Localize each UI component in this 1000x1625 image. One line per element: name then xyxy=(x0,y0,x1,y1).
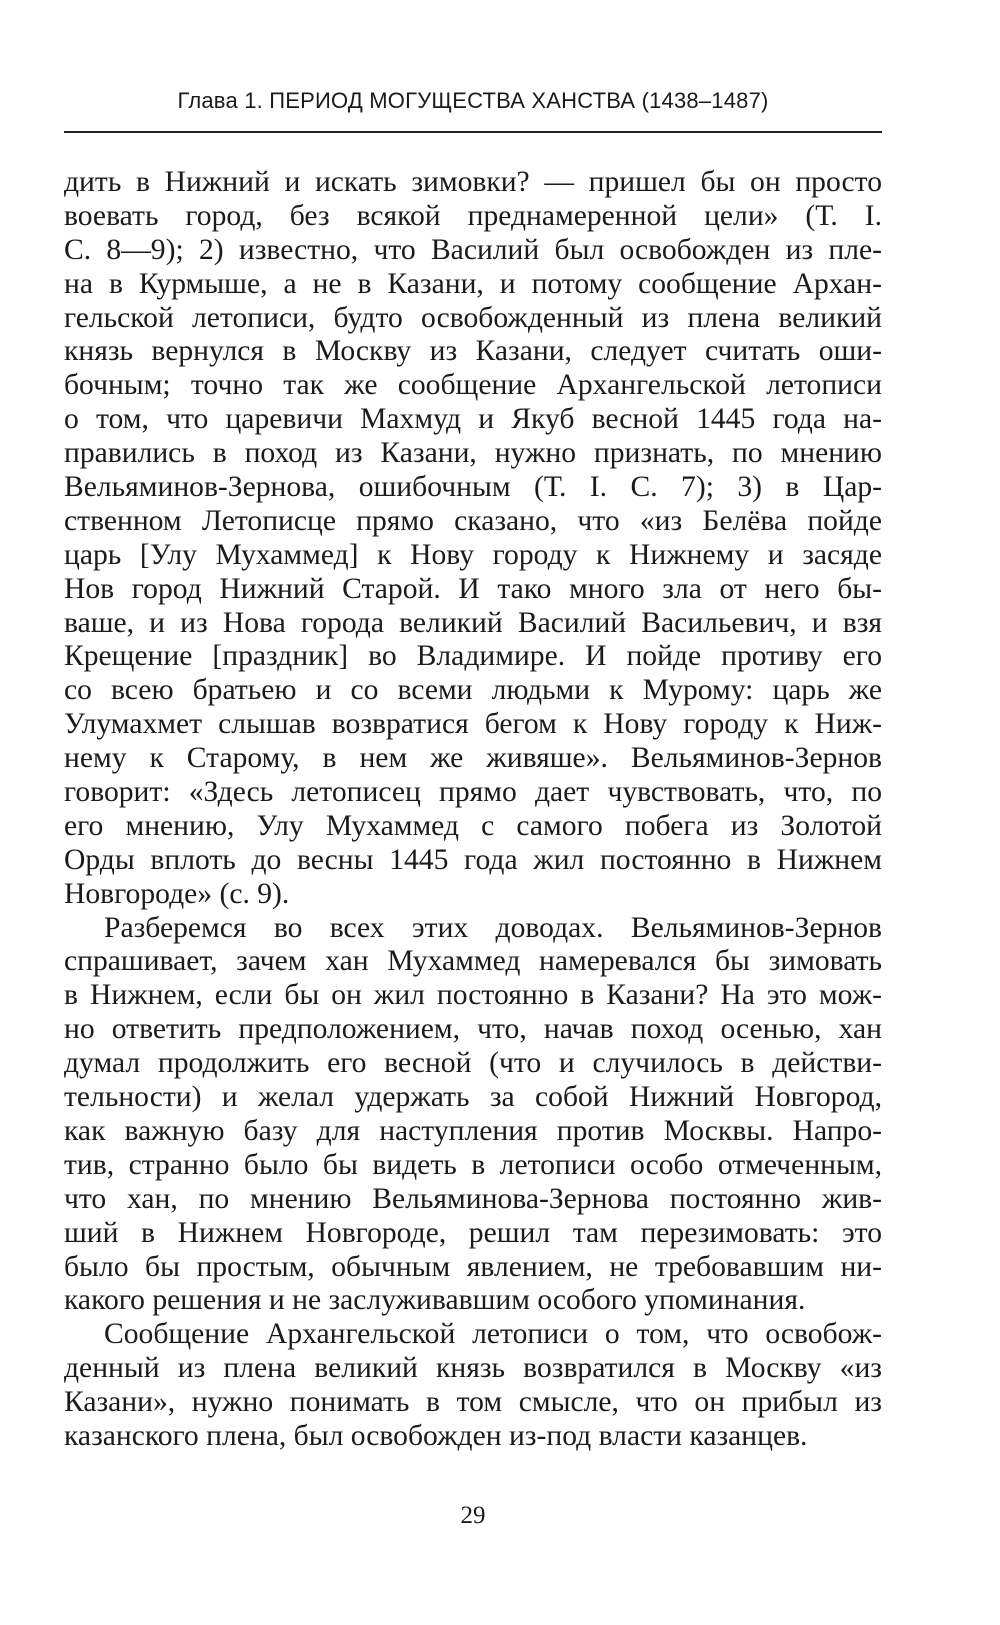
text-line: как важную базу для наступления против Москвы. Напро- xyxy=(64,1114,882,1147)
text-line: Орды вплоть до весны 1445 года жил постоянно в Нижнем xyxy=(64,843,882,876)
text-line: правились в поход из Казани, нужно признать, по мнению xyxy=(64,437,882,470)
main-text xyxy=(64,166,882,1454)
page-number: 29 xyxy=(460,1502,486,1529)
text-line: ваше, и из Нова города великий Василий Васильевич, и взя xyxy=(64,606,882,639)
text-line: гельской летописи, будто освобожденный из плена великий xyxy=(64,301,882,334)
text-line: тельности) и желал удержать за собой Нижний Новгород, xyxy=(64,1081,882,1114)
text-line: ственном Летописце прямо сказано, что «из Белёва пойде xyxy=(64,504,882,537)
paragraph xyxy=(64,1318,882,1454)
text-line: его мнению, Улу Мухаммед с самого побега из Золотой xyxy=(64,809,882,842)
text-line: в Нижнем, если бы он жил постоянно в Казани? На это мож- xyxy=(64,979,882,1012)
header-rule xyxy=(64,131,882,133)
text-line: говорит: «Здесь летописец прямо дает чувствовать, что, по xyxy=(64,776,882,809)
text-line: Казани», нужно понимать в том смысле, что он прибыл из xyxy=(64,1386,882,1419)
text-line: денный из плена великий князь возвратился в Москву «из xyxy=(64,1352,882,1385)
text-line: нему к Старому, в нем же живяше». Вельяминов-Зернов xyxy=(64,742,882,775)
paragraph xyxy=(64,912,882,1319)
paragraph xyxy=(64,166,882,912)
text-line: Вельяминов-Зернова, ошибочным (Т. I. С. 7); 3) в Цар- xyxy=(64,471,882,504)
text-line: князь вернулся в Москву из Казани, следует считать оши- xyxy=(64,335,882,368)
text-line: Разберемся во всех этих доводах. Вельяминов-Зернов xyxy=(104,911,882,944)
text-line: казанского плена, был освобожден из-под власти казанцев. xyxy=(64,1419,808,1452)
text-line: С. 8—9); 2) известно, что Василий был освобожден из пле- xyxy=(64,233,882,266)
text-line: о том, что царевичи Махмуд и Якуб весной 1445 года на- xyxy=(64,403,882,436)
text-line: было бы простым, обычным явлением, не требовавшим ни- xyxy=(64,1250,882,1283)
text-line: воевать город, без всякой преднамеренной цели» (Т. I. xyxy=(64,199,882,232)
text-line: спрашивает, зачем хан Мухаммед намеревался бы зимовать xyxy=(64,945,882,978)
text-line: Нов город Нижний Старой. И тако много зла от него бы- xyxy=(64,572,882,605)
text-line: ший в Нижнем Новгороде, решил там перезимовать: это xyxy=(64,1216,882,1249)
text-line: бочным; точно так же сообщение Архангельской летописи xyxy=(64,369,882,402)
text-line: Крещение [праздник] во Владимире. И пойде противу его xyxy=(64,640,882,673)
text-line: на в Курмыше, а не в Казани, и потому сообщение Архан- xyxy=(64,267,882,300)
text-line: царь [Улу Мухаммед] к Нову городу к Нижнему и засяде xyxy=(64,538,882,571)
text-line: тив, странно было бы видеть в летописи особо отмеченным, xyxy=(64,1148,882,1181)
running-header: Глава 1. ПЕРИОД МОГУЩЕСТВА ХАНСТВА (1438–1487) xyxy=(177,88,769,113)
text-line: Улумахмет слышав возвратися бегом к Нову городу к Ниж- xyxy=(64,708,882,741)
text-line: что хан, по мнению Вельяминова-Зернова постоянно жив- xyxy=(64,1182,882,1215)
text-line: дить в Нижний и искать зимовки? — пришел бы он просто xyxy=(64,166,882,198)
text-line: со всею братьею и со всеми людьми к Мурому: царь же xyxy=(64,674,882,707)
text-line: какого решения и не заслуживавшим особого упоминания. xyxy=(64,1284,806,1317)
text-line: думал продолжить его весной (что и случилось в действи- xyxy=(64,1047,882,1080)
text-line: но ответить предположением, что, начав поход осенью, хан xyxy=(64,1013,882,1046)
text-line: Сообщение Архангельской летописи о том, что освобож- xyxy=(104,1318,882,1351)
text-line: Новгороде» (с. 9). xyxy=(64,877,290,910)
